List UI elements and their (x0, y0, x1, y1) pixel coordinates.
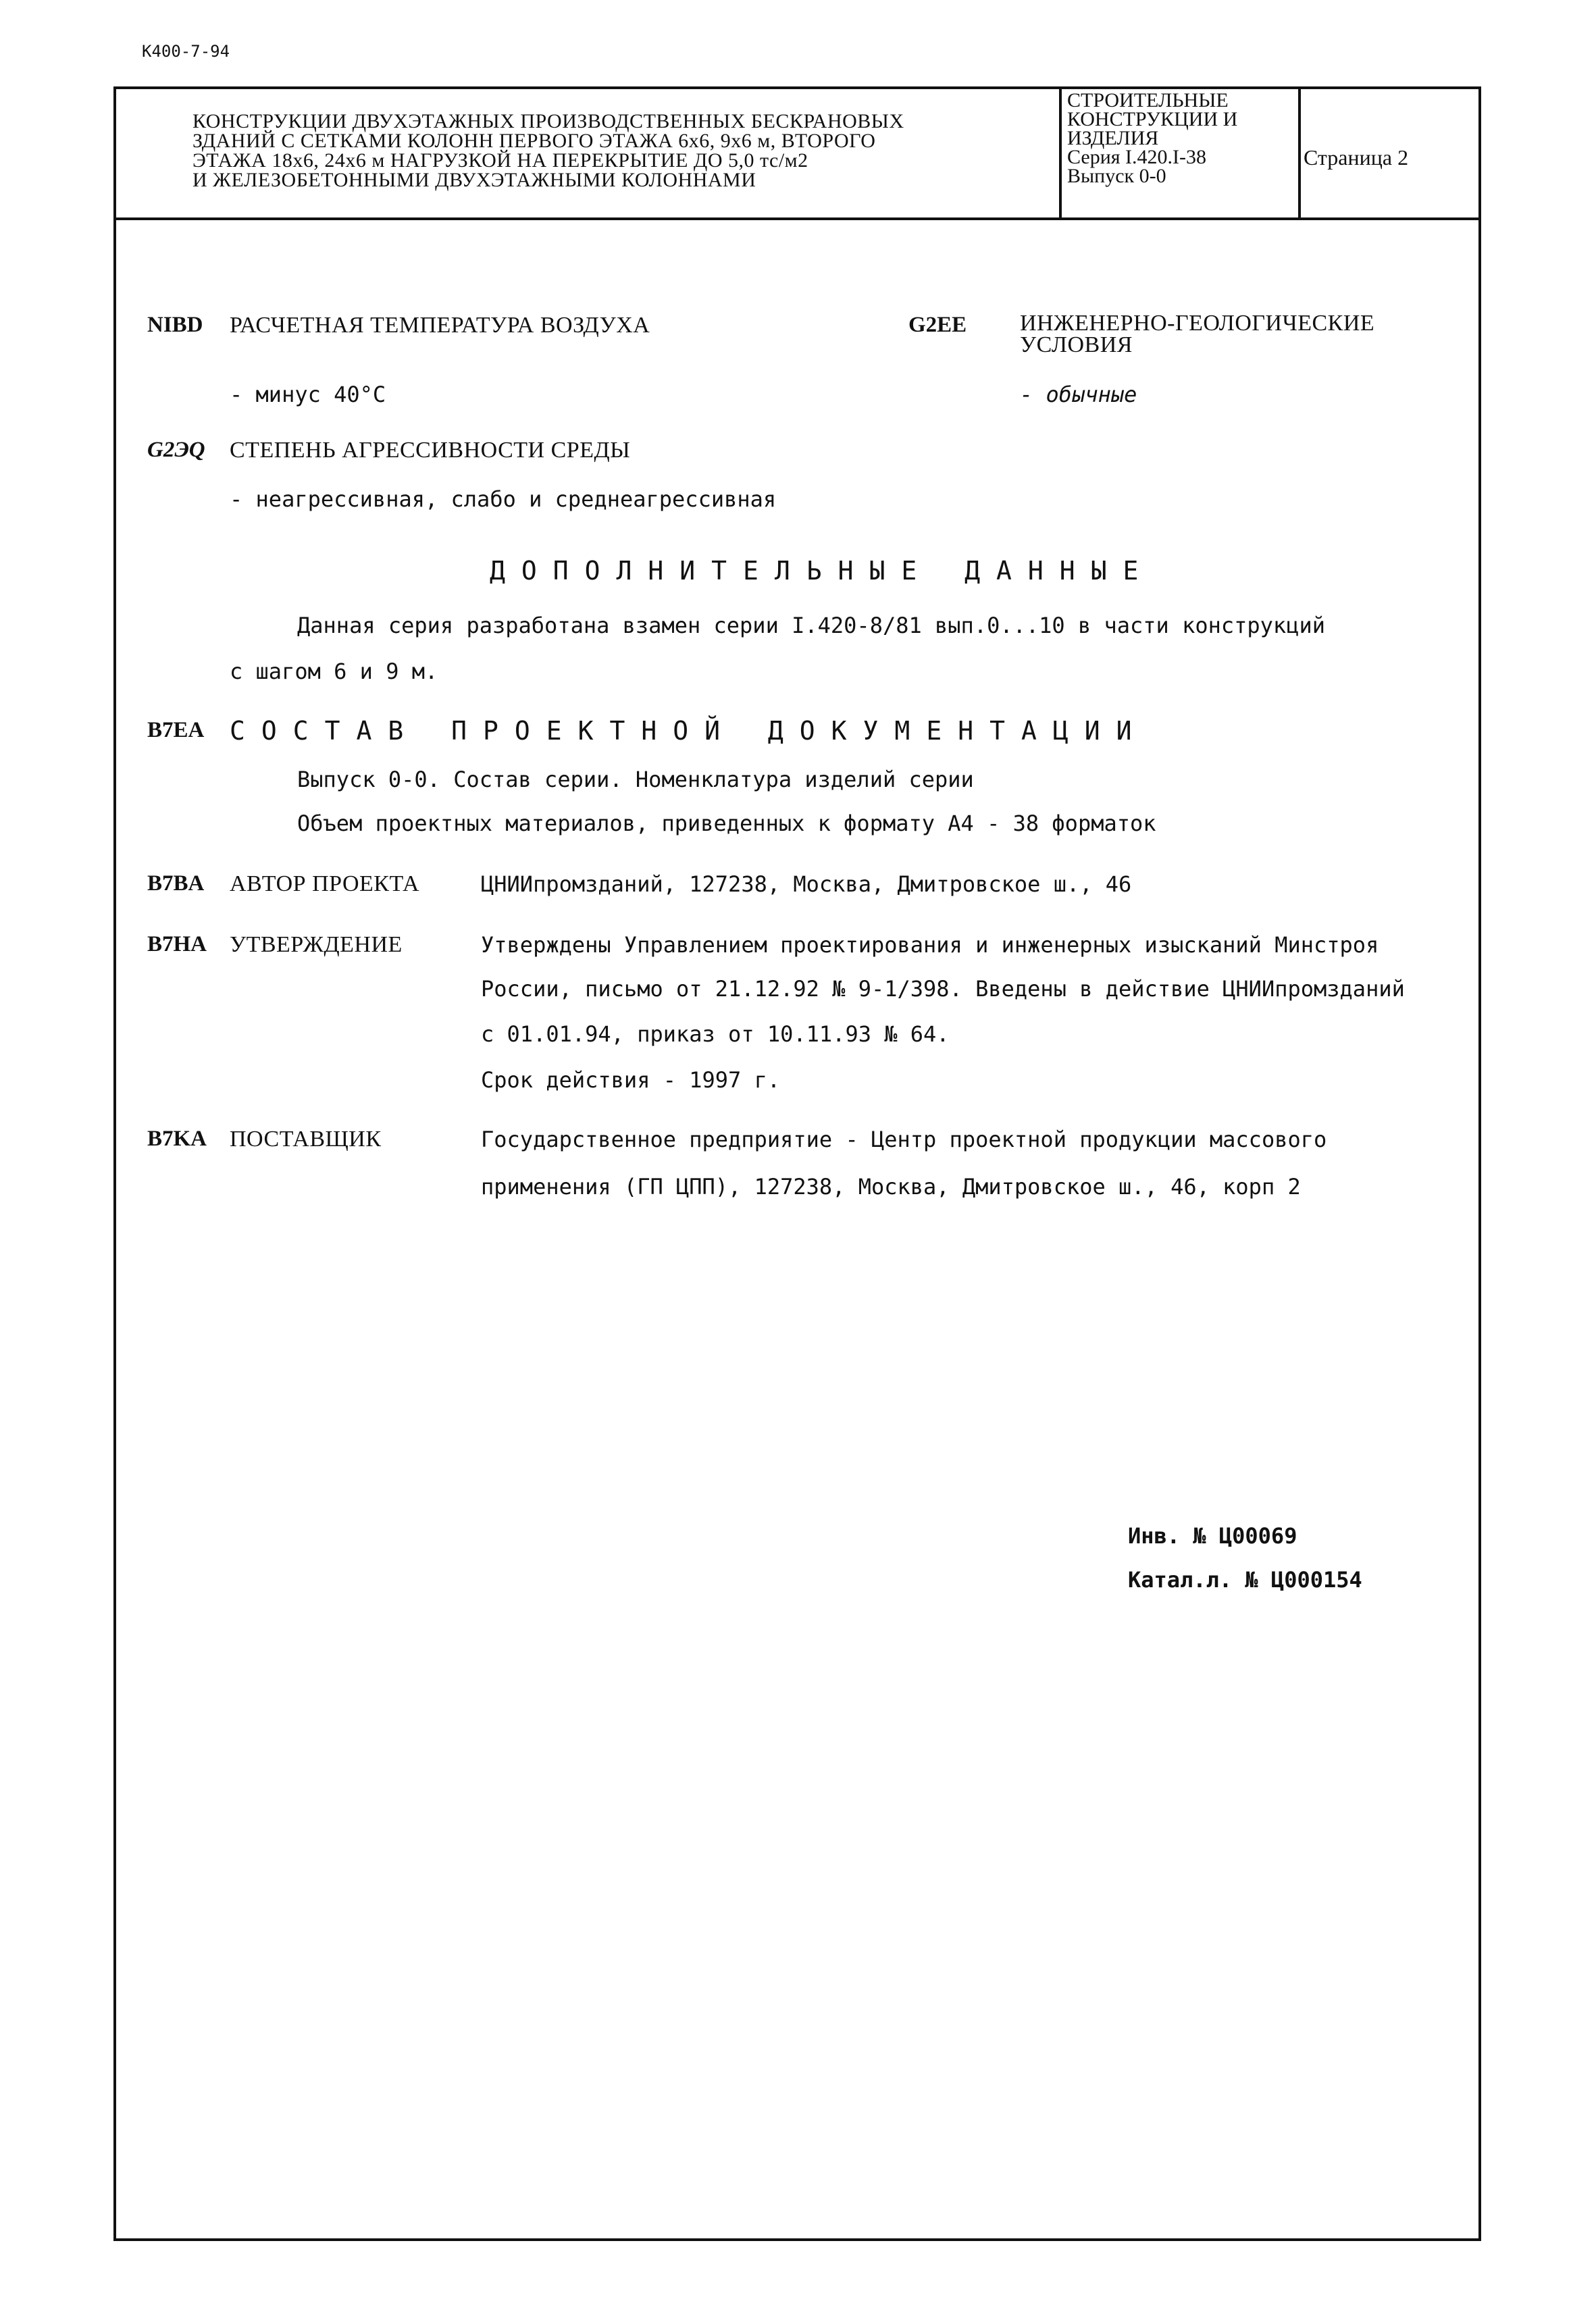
composition-code: B7EA (147, 718, 205, 742)
supplier-code: B7KA (147, 1127, 207, 1151)
catalog-number: Катал.л. № Ц000154 (1128, 1567, 1362, 1593)
page-number: Страница 2 (1304, 145, 1409, 170)
geo-code: G2EE (908, 313, 967, 337)
author-code: B7BA (147, 871, 205, 896)
author-label: АВТОР ПРОЕКТА (230, 871, 420, 896)
geo-value: - обычные (1020, 382, 1137, 407)
extra-line-1: Данная серия разработана взамен серии I.420-8/81 вып.0...10 в части конструкций (297, 613, 1325, 638)
page-frame (113, 86, 1481, 2241)
approval-line-2: России, письмо от 21.12.92 № 9-1/398. Введены в действие ЦНИИпромзданий (481, 976, 1405, 1002)
supplier-line-2: применения (ГП ЦПП), 127238, Москва, Дмитровское ш., 46, корп 2 (481, 1174, 1301, 1200)
geo-label: ИНЖЕНЕРНО-ГЕОЛОГИЧЕСКИЕ УСЛОВИЯ (1020, 311, 1375, 357)
composition-line-1: Выпуск 0-0. Состав серии. Номенклатура изделий серии (297, 767, 974, 792)
author-value: ЦНИИпромзданий, 127238, Москва, Дмитровское ш., 46 (481, 871, 1132, 897)
extra-line-2: с шагом 6 и 9 м. (230, 659, 438, 684)
approval-line-4: Срок действия - 1997 г. (481, 1067, 781, 1093)
series-info: СТРОИТЕЛЬНЫЕ КОНСТРУКЦИИ И ИЗДЕЛИЯ Серия I.420.I-38 Выпуск 0-0 (1067, 89, 1238, 187)
supplier-line-1: Государственное предприятие - Центр проектной продукции массового (481, 1127, 1327, 1152)
aggr-value: - неагрессивная, слабо и среднеагрессивная (230, 486, 777, 512)
approval-label: УТВЕРЖДЕНИЕ (230, 932, 403, 957)
temp-code: NIBD (147, 313, 203, 337)
document-code: К400-7-94 (142, 42, 230, 61)
approval-line-3: с 01.01.94, приказ от 10.11.93 № 64. (481, 1021, 950, 1047)
aggr-code: G2ЭQ (147, 438, 205, 462)
document-title: КОНСТРУКЦИИ ДВУХЭТАЖНЫХ ПРОИЗВОДСТВЕННЫХ БЕСКРАНОВЫХ ЗДАНИЙ С СЕТКАМИ КОЛОНН ПЕРВОГО ЭТАЖА 6х6, 9х6 м, ВТОРОГО ЭТАЖА 18х6, 24х6 м НАГРУЗКОЙ НА ПЕРЕКРЫТИЕ ДО 5,0 тс/м2 И ЖЕЛЕЗОБЕТОННЫМИ ДВУХЭТАЖНЫМИ КОЛОННАМИ (192, 110, 904, 191)
temp-label: РАСЧЕТНАЯ ТЕМПЕРАТУРА ВОЗДУХА (230, 313, 650, 338)
aggr-label: СТЕПЕНЬ АГРЕССИВНОСТИ СРЕДЫ (230, 438, 631, 463)
composition-line-2: Объем проектных материалов, приведенных к формату А4 - 38 форматок (297, 811, 1156, 836)
approval-line-1: Утверждены Управлением проектирования и инженерных изысканий Минстроя (481, 932, 1379, 958)
header-divider (1059, 86, 1062, 220)
supplier-label: ПОСТАВЩИК (230, 1127, 382, 1152)
extra-heading: ДОПОЛНИТЕЛЬНЫЕ ДАННЫЕ (490, 556, 1155, 586)
temp-value: - минус 40°С (230, 382, 386, 407)
composition-heading: СОСТАВ ПРОЕКТНОЙ ДОКУМЕНТАЦИИ (230, 716, 1148, 746)
header-divider (1298, 86, 1301, 220)
approval-code: B7HA (147, 932, 207, 956)
inventory-number: Инв. № Ц00069 (1128, 1523, 1297, 1549)
